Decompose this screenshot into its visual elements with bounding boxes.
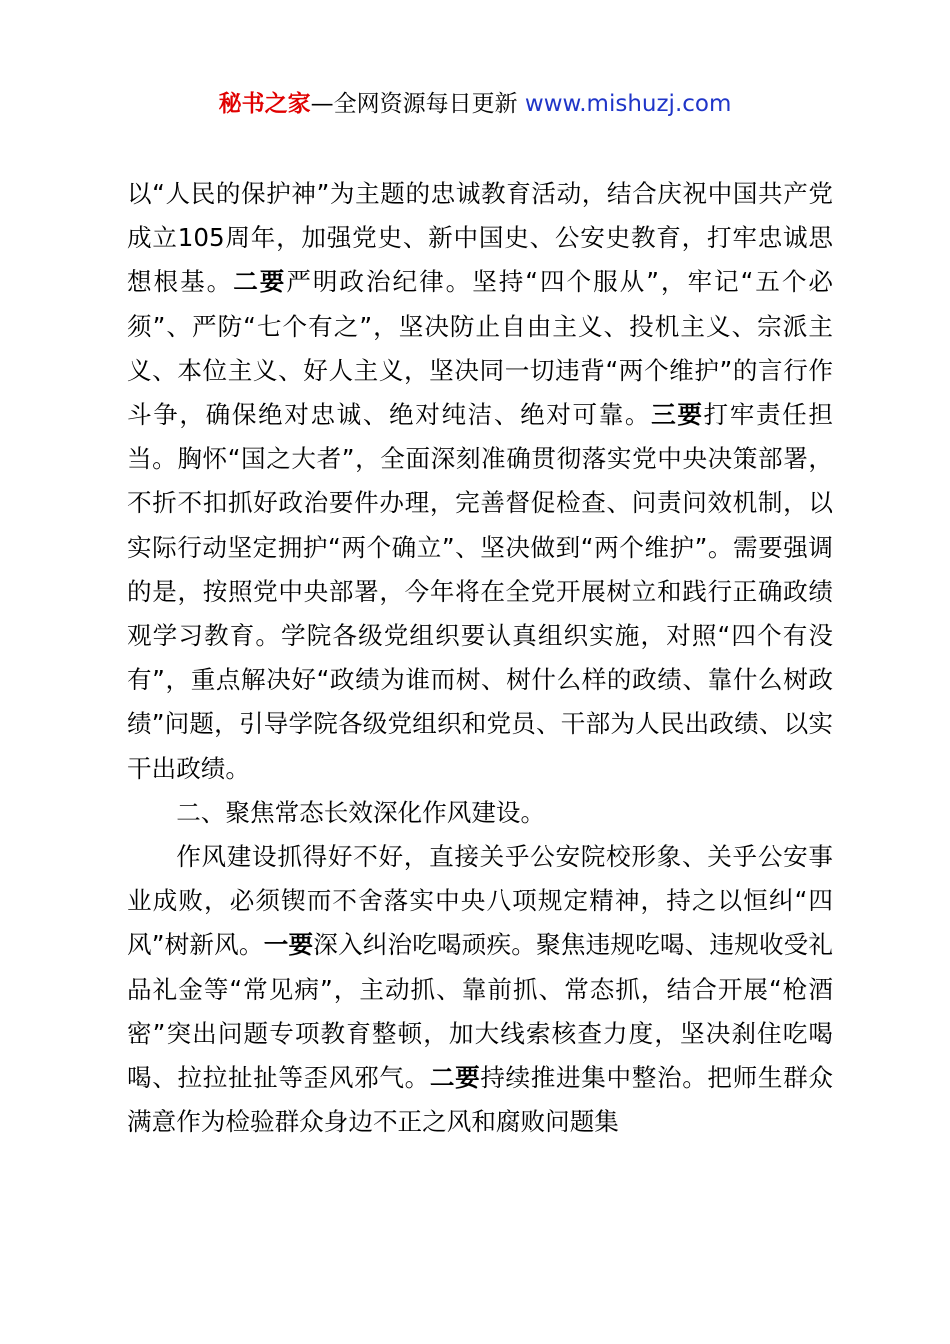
paragraph-3-keyword-1: 一要 bbox=[263, 930, 314, 960]
brand-name: 秘书之家 bbox=[218, 91, 311, 117]
paragraph-1-keyword-1: 二要 bbox=[233, 267, 287, 297]
paragraph-1-text-1: 以“人民的保护神”为主题的忠诚教育活动，结合庆祝中国共产党成立105周年，加强党史、新中国史、公安史教育，打牢忠诚思想根基。 bbox=[127, 179, 833, 297]
header-url: www.mishuzj.com bbox=[524, 91, 732, 117]
paragraph-1-text-3: 打牢责任担当。胸怀“国之大者”，全面深刻准确贯彻落实党中央决策部署，不折不扣抓好政治要件办理，完善督促检查、问责问效机制，以实际行动坚定拥护“两个确立”、坚决做到“两个维护”。需要强调的是，按照党中央部署，今年将在全党开展树立和践行正确政绩观学习教育。学院各级党组织要认真组织实施，对照“四个有没有”，重点解决好“政绩为谁而树、树什么样的政绩、靠什么树政绩”问题，引导学院各级党组织和党员、干部为人民出政绩、以实干出政绩。 bbox=[127, 400, 833, 783]
section-heading-2: 二、聚焦常态长效深化作风建设。 bbox=[176, 797, 546, 827]
paragraph-3-keyword-2: 二要 bbox=[429, 1063, 481, 1093]
paragraph-3-text-1: 作风建设抓得好不好，直接关乎公安院校形象、关乎公安事业成败，必须锲而不舍落实中央八项规定精神，持之以恒纠“四风”树新风。 bbox=[127, 842, 833, 960]
document-body bbox=[127, 172, 833, 1144]
paragraph-3 bbox=[127, 835, 833, 1144]
paragraph-1-keyword-2: 三要 bbox=[651, 400, 704, 430]
header-tagline: —全网资源每日更新 bbox=[310, 91, 525, 117]
page-header bbox=[0, 88, 950, 120]
paragraph-1-text-2: 严明政治纪律。坚持“四个服从”，牢记“五个必须”、严防“七个有之”，坚决防止自由主义、投机主义、宗派主义、本位主义、好人主义，坚决同一切违背“两个维护”的言行作斗争，确保绝对忠诚、绝对纯洁、绝对可靠。 bbox=[127, 267, 833, 430]
paragraph-3-text-2: 深入纠治吃喝顽疾。聚焦违规吃喝、违规收受礼品礼金等“常见病”，主动抓、靠前抓、常态抓，结合开展“枪酒密”突出问题专项教育整顿，加大线索核查力度，坚决刹住吃喝喝、拉拉扯扯等歪风邪气。 bbox=[127, 930, 833, 1093]
paragraph-1 bbox=[127, 172, 833, 791]
paragraph-3-text-3: 持续推进集中整治。把师生群众满意作为检验群众身边不正之风和腐败问题集 bbox=[127, 1063, 833, 1137]
